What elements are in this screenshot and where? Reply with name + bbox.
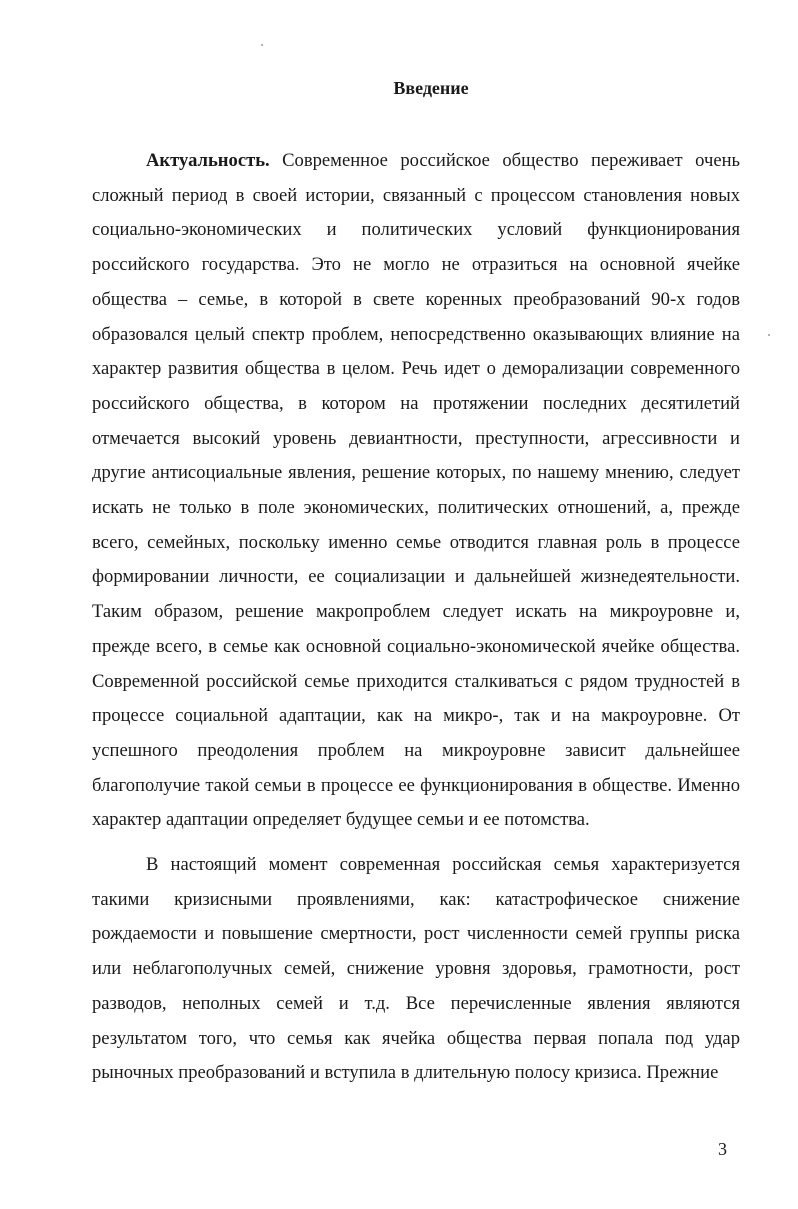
- paragraph: [92, 848, 740, 1091]
- scan-speck: [261, 44, 263, 46]
- body-text: [92, 144, 740, 1091]
- page-title: Введение: [393, 78, 469, 98]
- paragraph-text: В настоящий момент современная российская семья характеризуется такими кризисными проявлениями, как: катастрофическое снижение рождаемости и повышение смертности, рост численности семей группы риска или неблагополучных семей, снижение уровня здоровья, грамотности, рост разводов, неполных семей и т.д. Все перечисленные явления являются результатом того, что семья как ячейка общества первая попала под удар рыночных преобразований и вступила в длительную полосу кризиса. Прежние: [92, 854, 740, 1084]
- paragraph-lead: Актуальность.: [146, 150, 270, 171]
- paragraph: [92, 144, 740, 838]
- paragraph-text: Современное российское общество переживает очень сложный период в своей истории, связанный с процессом становления новых социально-экономических и политических условий функционирования российского государства. Это не могло не отразиться на основной ячейке общества – семье, в которой в свете коренных преобразований 90-х годов образовался целый спектр проблем, непосредственно оказывающих влияние на характер развития общества в целом. Речь идет о деморализации современного российского общества, в котором на протяжении последних десятилетий отмечается высокий уровень девиантности, преступности, агрессивности и другие антисоциальные явления, решение которых, по нашему мнению, следует искать не только в поле экономических, политических отношений, а, прежде всего, семейных, поскольку именно семье отводится главная роль в процессе формировании личности, ее социализации и дальнейшей жизнедеятельности. Таким образом, решение макропроблем следует искать на микроуровне и, прежде всего, в семье как основной социально-экономической ячейке общества. Современной российской семье приходится сталкиваться с рядом трудностей в процессе социальной адаптации, как на микро-, так и на макроуровне. От успешного преодоления проблем на микроуровне зависит дальнейшее благополучие такой семьи в процессе ее функционирования в обществе. Именно характер адаптации определяет будущее семьи и ее потомства.: [92, 150, 740, 831]
- scan-speck: [768, 334, 770, 336]
- page-number: 3: [718, 1139, 727, 1159]
